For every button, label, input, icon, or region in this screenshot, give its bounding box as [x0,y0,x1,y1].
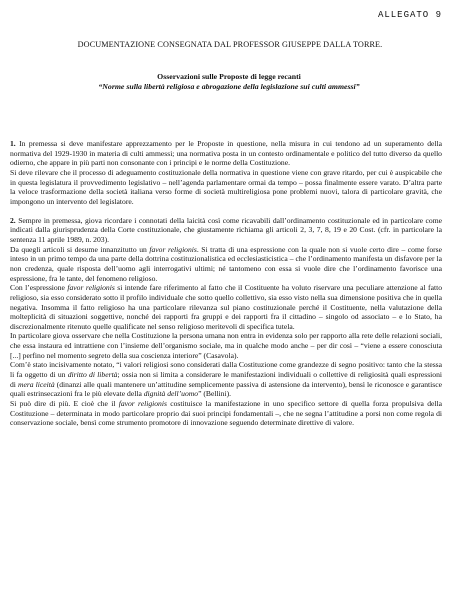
italic-term: favor religionis [67,283,115,293]
italic-term: dignità dell’uomo [143,389,199,399]
paragraph-text: costituisce la manifestazione in uno specifico settore di quella forza propulsiva della Costituzione – determinata in modo particolare proprio dai suoi principi fondamentali –, che ne segna l’attitudine a porsi non come regola di conservazione sociale, bensì come strumento promotore di innovazione seguendo determinate direttive di valore. [10,399,442,428]
paragraph-text: In particolare giova osservare che nella Costituzione la persona umana non entra in evidenza solo per rapporto alla rete delle relazioni sociali, che essa instaura ed intrattiene con l’insieme dell’organismo sociale, ma in qualche modo anche – per dir così – “viene a essere conosciuta [...] perfino nel momento segreto della sua coscienza interiore” (Casavola). [10,331,442,360]
document-title: Osservazioni sulle Proposte di legge recanti [157,72,301,81]
document-heading: DOCUMENTAZIONE CONSEGNATA DAL PROFESSOR GIUSEPPE DALLA TORRE. [77,40,383,49]
paragraph-text: Si può dire di più. E cioè che il [10,399,119,409]
paragraph-text: In premessa si deve manifestare apprezzamento per le Proposte in questione, nella misura in cui tendono ad un superamento della normativa del 1929-1930 in materia di culti ammessi; una normativa posta in un contesto ordinamentale e politico del tutto diverso da quello odierno, che appare in più parti non consonante con i principi e le norme della Costituzione. [10,139,442,168]
paragraph [10,216,442,245]
document-subtitle: “Norme sulla libertà religiosa e abrogazione della legislazione sui culti ammessi” [98,81,360,91]
paragraph [10,139,442,168]
paragraph-text: ; ossia non si limita a considerare le manifestazioni individuali o collettive di religiosità quali espressioni di [10,370,442,389]
paragraph-text: si intende fare riferimento al fatto che il Costituente ha voluto riservare una peculiare attenzione al fatto religioso, sia esso considerato sotto il profilo individuale che sotto quello collettivo, sia esso visto nella sua dimensione positiva che in quella negativa. Insomma il fatto religioso ha una particolare rilevanza sul piano costituzionale perché il Costituente, nella valutazione della molteplicità di situazioni soggettive, nonché dei rapporti fra gruppi e dei rapporti fra il cittadino – singolo od associato – e lo Stato, ha discrezionalmente ritenuto quelle qualificate nel senso religioso meritevoli di specifica tutela. [10,283,442,331]
paragraph-text: Si deve rilevare che il processo di adeguamento costituzionale della normativa in questione viene con grave ritardo, per cui è auspicabile che in questa legislatura il provvedimento legislativo – nell’agenda parlamentare ormai da tempo – possa finalmente essere varato. D’altra parte la veloce trasformazione della società italiana verso forme di società multireligiosa pone problemi nuovi, talora di particolare gravità, che impongono un intervento del legislatore. [10,167,442,206]
paragraph [10,331,442,360]
document-body [10,139,442,428]
paragraph [10,168,442,207]
paragraph-text: (dinanzi alle quali mantenere un’attitudine semplicemente passiva di astensione da intervento), bensì le riconosce e garantisce quali estrinsecazioni fra le più elevate della [10,379,442,399]
paragraph-text: . Si tratta di una espressione con la quale non si vuole certo dire – come forse inteso in un primo tempo da una parte della dottrina costituzionalistica ed ecclesiasticistica – che l’ordinamento manifesta un disfavore per la non credenza, quale risposta dell’uomo agli interrogativi ultimi; né tantomeno con essa si vuole dire che l’ordinamento favorisce una espressione, fra le tante, del fenomeno religioso. [10,244,442,283]
paragraph-text: Com’è stato incisivamente notato, “i valori religiosi sono considerati dalla Costituzione come grandezze di segno positivo: tanto che la stessa li fa oggetto di un [10,360,442,380]
paragraph [10,283,442,331]
paragraph-text: Sempre in premessa, giova ricordare i connotati della laicità così come ricavabili dall’ordinamento costituzionale ed in particolare come indicati dalla giurisprudenza della Corte costituzionale, che giustamente richiama gli articoli 2, 3, 7, 8, 19 e 20 Cost. (cfr. in particolare la sentenza 11 aprile 1989, n. 203). [10,215,442,244]
paragraph-text: ” (Bellini). [198,389,232,399]
paragraph-text: Con l’espressione [10,283,68,293]
italic-term: favor religionis [149,244,197,254]
italic-term: favor religionis [118,399,167,409]
italic-term: diritto di libertà [67,370,118,380]
italic-term: mera liceità [17,379,55,389]
paragraph-number: 1. [10,139,16,148]
attachment-label: ALLEGATO 9 [377,10,442,20]
paragraph [10,245,442,284]
paragraph-number: 2. [10,215,16,225]
paragraph [10,399,442,428]
paragraph [10,360,442,399]
title-block [20,72,438,91]
paragraph-text: Da quegli articoli si desume innanzitutto un [10,244,150,254]
